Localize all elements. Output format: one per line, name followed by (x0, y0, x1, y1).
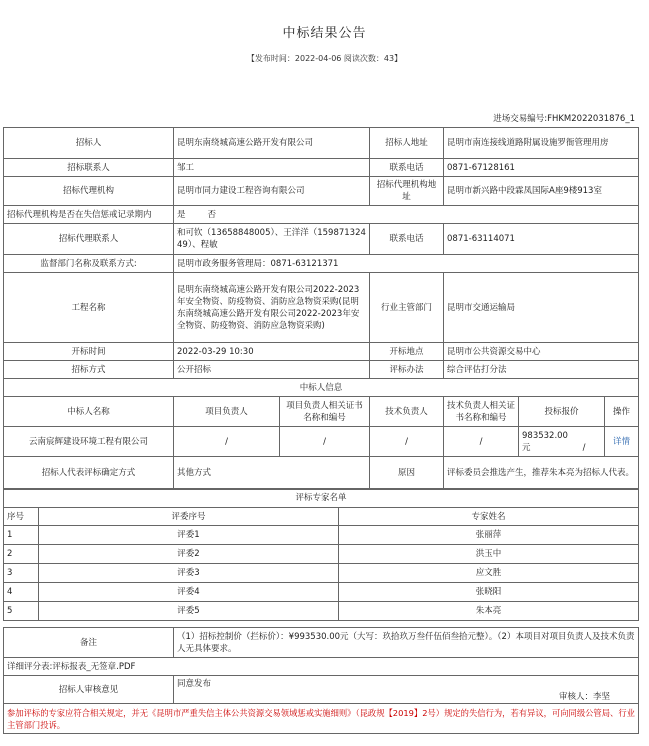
expert-header-seat: 评委序号 (39, 508, 339, 526)
winner-name: 云南宸辉建设环境工程有限公司 (4, 427, 174, 457)
agency-contact-value: 和可钦（13658848005）、王洋洋（15987132449）、程敏 (174, 224, 370, 255)
publish-meta: 【发布时间：2022-04-06 阅读次数：43】 (246, 54, 403, 63)
open-time-value: 2022-03-29 10:30 (174, 343, 370, 361)
expert-no: 4 (4, 583, 39, 602)
expert-row (4, 583, 639, 602)
audit-cell (174, 676, 639, 704)
open-time-label: 开标时间 (4, 343, 174, 361)
winner-header-price: 投标报价 (519, 397, 605, 427)
expert-row (4, 545, 639, 564)
project-name-value: 昆明东南绕城高速公路开发有限公司2022-2023年安全物资、防疫物资、消防应急物资采购(昆明东南绕城高速公路开发有限公司2022-2023年安全物资、防疫物资、消防应急物资采购) (174, 273, 370, 343)
winner-section-title: 中标人信息 (4, 379, 639, 397)
supervisor-value: 昆明市政务服务管理局：0871-63121371 (174, 255, 639, 273)
tenderer-label: 招标人 (4, 128, 174, 159)
agency-contact-label: 招标代理联系人 (4, 224, 174, 255)
tender-method-value: 公开招标 (174, 361, 370, 379)
open-place-label: 开标地点 (370, 343, 444, 361)
trade-number: 进场交易编号:FHKM2022031876_1 (493, 114, 635, 124)
remark-table (3, 627, 639, 734)
winner-header-pm: 项目负责人 (174, 397, 280, 427)
expert-no: 2 (4, 545, 39, 564)
expert-row (4, 602, 639, 621)
reason-label: 原因 (370, 457, 444, 490)
agency-phone-value: 0871-63114071 (444, 224, 639, 255)
rep-method-label: 招标人代表评标确定方式 (4, 457, 174, 490)
tenderer-value: 昆明东南绕城高速公路开发有限公司 (174, 128, 370, 159)
rep-method-value: 其他方式 (174, 457, 370, 490)
winner-price: 983532.00元 (522, 430, 568, 453)
expert-no: 3 (4, 564, 39, 583)
expert-name: 应文胜 (339, 564, 639, 583)
report-link[interactable]: 详细评分表:评标报表_无签章.PDF (4, 658, 639, 676)
tenderer-address-value: 昆明市南连接线道路附属设施罗衙管理用房 (444, 128, 639, 159)
expert-seat: 评委1 (39, 526, 339, 545)
expert-seat: 评委5 (39, 602, 339, 621)
remark-label: 备注 (4, 628, 174, 658)
winner-tech: / (370, 427, 444, 457)
expert-seat: 评委3 (39, 564, 339, 583)
tenderer-address-label: 招标人地址 (370, 128, 444, 159)
industry-label: 行业主管部门 (370, 273, 444, 343)
audit-opinion: 同意发布 (177, 679, 212, 689)
detail-link[interactable]: 详情 (605, 427, 639, 457)
expert-seat: 评委4 (39, 583, 339, 602)
expert-section-title: 评标专家名单 (4, 489, 639, 508)
agency-value: 昆明市同力建设工程咨询有限公司 (174, 177, 370, 206)
phone-value: 0871-67128161 (444, 159, 639, 177)
winner-header-name: 中标人名称 (4, 397, 174, 427)
expert-row (4, 564, 639, 583)
dishonesty-no: 否 (207, 209, 217, 220)
industry-value: 昆明市交通运输局 (444, 273, 639, 343)
agency-address-value: 昆明市新兴路中段霖凤国际A座9楼913室 (444, 177, 639, 206)
winner-header-tech: 技术负责人 (370, 397, 444, 427)
tender-method-label: 招标方式 (4, 361, 174, 379)
dishonesty-yes: 是 (177, 209, 186, 220)
evaluation-method-value: 综合评估打分法 (444, 361, 639, 379)
winner-price-slash: / (582, 442, 586, 453)
dishonesty-value (174, 206, 639, 224)
expert-no: 5 (4, 602, 39, 621)
expert-table (3, 488, 639, 621)
expert-name: 张丽萍 (339, 526, 639, 545)
winner-header-action: 操作 (605, 397, 639, 427)
project-name-label: 工程名称 (4, 273, 174, 343)
winner-header-tech-cert: 技术负责人相关证书名称和编号 (444, 397, 519, 427)
winner-pm-cert: / (280, 427, 370, 457)
expert-name: 洪玉中 (339, 545, 639, 564)
agency-address-label: 招标代理机构地址 (370, 177, 444, 206)
winner-pm: / (174, 427, 280, 457)
result-table (3, 127, 639, 490)
expert-header-no: 序号 (4, 508, 39, 526)
contact-label: 招标联系人 (4, 159, 174, 177)
expert-row (4, 526, 639, 545)
expert-name: 张晓阳 (339, 583, 639, 602)
winner-header-pm-cert: 项目负责人相关证书名称和编号 (280, 397, 370, 427)
page-title: 中标结果公告 (282, 26, 367, 41)
auditor: 审核人：李坚 (558, 692, 610, 702)
open-place-value: 昆明市公共资源交易中心 (444, 343, 639, 361)
contact-value: 邹工 (174, 159, 370, 177)
expert-seat: 评委2 (39, 545, 339, 564)
phone-label: 联系电话 (370, 159, 444, 177)
dishonesty-label: 招标代理机构是否在失信惩戒记录期内 (4, 206, 174, 224)
expert-name: 朱本亮 (339, 602, 639, 621)
audit-label: 招标人审核意见 (4, 676, 174, 704)
agency-label: 招标代理机构 (4, 177, 174, 206)
expert-no: 1 (4, 526, 39, 545)
winner-tech-cert: / (444, 427, 519, 457)
evaluation-method-label: 评标办法 (370, 361, 444, 379)
winner-price-cell (519, 427, 605, 457)
agency-phone-label: 联系电话 (370, 224, 444, 255)
footer-note: 参加评标的专家应符合相关规定，并无《昆明市严重失信主体公共资源交易领域惩戒实施细则》（昆政规【2019】2号）规定的失信行为，若有异议，可向同级公管局、行业主管部门投诉。 (4, 704, 639, 734)
reason-value: 评标委员会推选产生，推荐朱本亮为招标人代表。 (444, 457, 639, 490)
remark-value: （1）招标控制价（拦标价）：¥993530.00元（大写：玖拾玖万叁仟伍佰叁拾元整）。（2）本项目对项目负责人及技术负责人无具体要求。 (174, 628, 639, 658)
supervisor-label: 监督部门名称及联系方式: (4, 255, 174, 273)
expert-header-name: 专家姓名 (339, 508, 639, 526)
